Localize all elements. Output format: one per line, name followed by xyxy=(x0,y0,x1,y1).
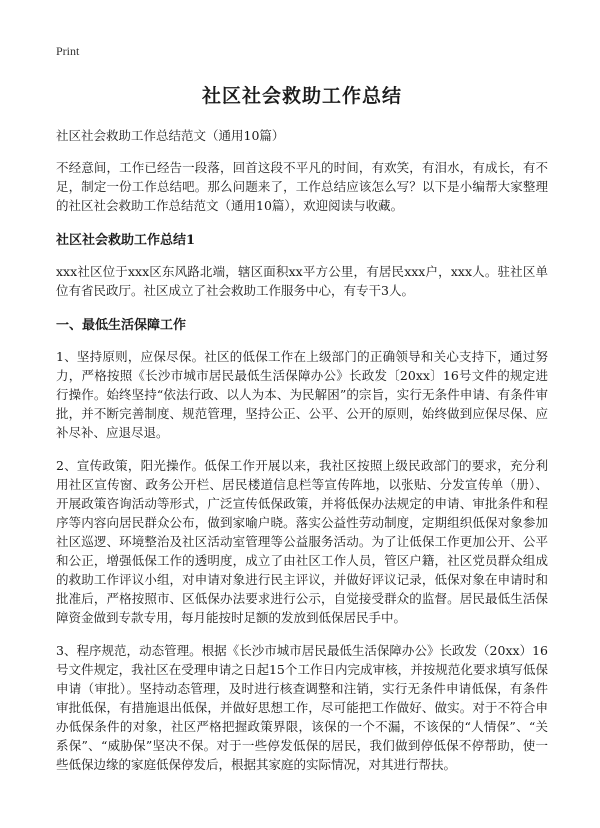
item-paragraph-1: 1、坚持原则，应保尽保。社区的低保工作在上级部门的正确领导和关心支持下，通过努力，严格按照《长沙市城市居民最低生活保障办公》长政发〔20xx〕16号文件的规定进行操作。始终坚持“依法行政、以人为本、为民解困”的宗旨，实行无条件申请、有条件审批，并不断完善制度、规范管理，坚持公正、公平、公开的原则，始终做到应保尽保、应补尽补、应退尽退。 xyxy=(56,349,548,440)
item-paragraph-2: 2、宣传政策，阳光操作。低保工作开展以来，我社区按照上级民政部门的要求，充分利用社区宣传窗、政务公开栏、居民楼道信息栏等宣传阵地，以张贴、分发宣传单（册）、开展政策咨询活动等形式，广泛宣传低保政策，并将低保办法规定的申请、审批条件和程序等内容向居民群众公布，做到家喻户晓。落实公益性劳动制度，定期组织低保对象参加社区巡逻、环境整治及社区活动室管理等公益服务活动。为了让低保工作更加公开、公平和公正，增强低保工作的透明度，成立了由社区工作人员，管区户籍，社区党员群众组成的救助工作评议小组，对申请对象进行民主评议，并做好评议记录，低保对象在申请时和批准后，严格按照市、区低保办法要求进行公示，自觉接受群众的监督。居民最低生活保障资金做到专款专用，每月能按时足额的发放到低保居民手中。 xyxy=(56,458,548,625)
intro-paragraph: 不经意间，工作已经告一段落，回首这段不平凡的时间，有欢笑，有泪水，有成长，有不足，制定一份工作总结吧。那么问题来了，工作总结应该怎么写？以下是小编帮大家整理的社区社会救助工作总结范文（通用10篇），欢迎阅读与收藏。 xyxy=(56,160,548,213)
print-link[interactable]: Print xyxy=(56,44,80,58)
document-subtitle: 社区社会救助工作总结范文（通用10篇） xyxy=(56,128,285,143)
section-heading: 社区社会救助工作总结1 xyxy=(56,233,196,248)
document-page xyxy=(56,44,548,788)
item-paragraph-3: 3、程序规范，动态管理。根据《长沙市城市居民最低生活保障办公》长政发（20xx）16号文件规定，我社区在受理申请之日起15个工作日内完成审核，并按规范化要求填写低保申请（审批）。坚持动态管理，及时进行核查调整和注销，实行无条件申请低保，有条件审批低保，有措施退出低保，并做好思想工作，尽可能把工作做好、做实。对于不符合申办低保条件的对象，社区严格把握政策界限，该保的一个不漏，不该保的“人情保”、“关系保”、“威胁保”坚决不保。对于一些停发低保的居民，我们做到停低保不停帮助，使一些低保边缘的家庭低保停发后，根据其家庭的实际情况，对其进行帮扶。 xyxy=(56,643,548,772)
document-title: 社区社会救助工作总结 xyxy=(201,85,402,107)
section-intro-paragraph: xxx社区位于xxx区东风路北端，辖区面积xx平方公里，有居民xxx户，xxx人。驻社区单位有省民政厅。社区成立了社会救助工作服务中心，有专干3人。 xyxy=(56,264,548,298)
part-heading: 一、最低生活保障工作 xyxy=(56,318,187,333)
